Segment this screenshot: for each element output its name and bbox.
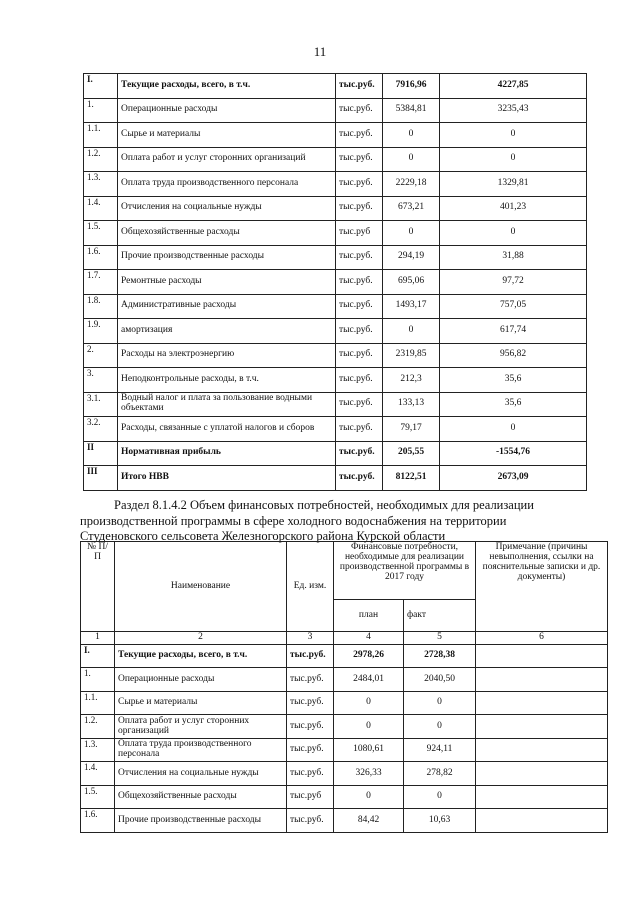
row-name: Оплата работ и услуг сторонних организаций (118, 147, 336, 172)
table-row (81, 738, 608, 762)
table-row (81, 762, 608, 786)
row-name: Отчисления на социальные нужды (115, 762, 287, 786)
row-fact: 0 (404, 785, 476, 809)
row-name: Текущие расходы, всего, в т.ч. (115, 644, 287, 668)
row-fact: 0 (440, 221, 587, 246)
row-unit: тыс.руб. (336, 245, 383, 270)
row-name: Операционные расходы (118, 98, 336, 123)
row-unit: тыс.руб. (287, 644, 334, 668)
expenses-table-2 (80, 541, 608, 833)
row-unit: тыс.руб. (336, 368, 383, 393)
table-row (84, 221, 587, 246)
table-row (84, 196, 587, 221)
row-fact: 956,82 (440, 343, 587, 368)
header-num: № П/П (81, 542, 115, 632)
row-name: Прочие производственные расходы (115, 809, 287, 833)
table-row (81, 809, 608, 833)
row-index: 1. (81, 668, 115, 692)
row-plan: 8122,51 (383, 466, 440, 491)
row-note (476, 762, 608, 786)
row-index: 1.3. (84, 172, 118, 197)
row-index: 1.4. (81, 762, 115, 786)
row-fact: 0 (440, 123, 587, 148)
section-heading-line2: производственной программы в сфере холодного водоснабжения на территории (80, 513, 507, 528)
row-index: 3.1. (84, 392, 118, 417)
row-plan: 0 (383, 221, 440, 246)
row-plan: 2484,01 (334, 668, 404, 692)
row-fact: 2040,50 (404, 668, 476, 692)
row-note (476, 644, 608, 668)
row-unit: тыс.руб. (336, 270, 383, 295)
row-fact: 0 (404, 715, 476, 739)
row-plan: 0 (383, 147, 440, 172)
table-row (84, 392, 587, 417)
table-row (84, 98, 587, 123)
row-unit: тыс.руб. (336, 294, 383, 319)
row-unit: тыс.руб. (336, 147, 383, 172)
row-note (476, 668, 608, 692)
row-fact: 10,63 (404, 809, 476, 833)
table-row (84, 74, 587, 99)
expenses-table-1 (83, 73, 587, 491)
row-unit: тыс.руб. (336, 123, 383, 148)
row-fact: 2728,38 (404, 644, 476, 668)
table-row (81, 785, 608, 809)
table-row (84, 466, 587, 491)
row-index: 1. (84, 98, 118, 123)
row-index: I. (81, 644, 115, 668)
row-fact: 1329,81 (440, 172, 587, 197)
row-unit: тыс.руб (336, 221, 383, 246)
row-plan: 0 (334, 691, 404, 715)
row-unit: тыс.руб. (336, 466, 383, 491)
row-plan: 133,13 (383, 392, 440, 417)
row-index: 1.1. (81, 691, 115, 715)
col-number: 1 (81, 632, 115, 645)
row-fact: 31,88 (440, 245, 587, 270)
row-note (476, 691, 608, 715)
row-note (476, 785, 608, 809)
row-plan: 1080,61 (334, 738, 404, 762)
row-fact: 0 (440, 147, 587, 172)
row-fact: 924,11 (404, 738, 476, 762)
table-row (84, 319, 587, 344)
row-plan: 7916,96 (383, 74, 440, 99)
row-unit: тыс.руб. (336, 392, 383, 417)
row-unit: тыс.руб. (336, 196, 383, 221)
row-name: Ремонтные расходы (118, 270, 336, 295)
table-row (84, 343, 587, 368)
header-fact: факт (404, 600, 476, 632)
row-fact: -1554,76 (440, 441, 587, 466)
row-name: Сырье и материалы (118, 123, 336, 148)
row-name: Оплата труда производственного персонала (118, 172, 336, 197)
row-plan: 326,33 (334, 762, 404, 786)
row-unit: тыс.руб. (287, 715, 334, 739)
col-number: 4 (334, 632, 404, 645)
table-row (84, 147, 587, 172)
header-financial-needs: Финансовые потребности, необходимые для реализации производственной программы в 2017 году (334, 542, 476, 600)
row-plan: 0 (383, 319, 440, 344)
row-name: амортизация (118, 319, 336, 344)
row-name: Водный налог и плата за пользование водными объектами (118, 392, 336, 417)
row-unit: тыс.руб. (336, 98, 383, 123)
row-plan: 2229,18 (383, 172, 440, 197)
row-name: Текущие расходы, всего, в т.ч. (118, 74, 336, 99)
row-plan: 1493,17 (383, 294, 440, 319)
row-name: Прочие производственные расходы (118, 245, 336, 270)
row-unit: тыс.руб. (336, 319, 383, 344)
row-name: Оплата работ и услуг сторонних организаций (115, 715, 287, 739)
row-fact: 757,05 (440, 294, 587, 319)
row-plan: 0 (334, 785, 404, 809)
col-number: 2 (115, 632, 287, 645)
row-note (476, 738, 608, 762)
row-name: Сырье и материалы (115, 691, 287, 715)
table-row (81, 691, 608, 715)
row-plan: 0 (334, 715, 404, 739)
row-note (476, 715, 608, 739)
row-name: Общехозяйственные расходы (118, 221, 336, 246)
row-name: Отчисления на социальные нужды (118, 196, 336, 221)
page-number: 11 (313, 44, 327, 59)
row-index: 1.5. (84, 221, 118, 246)
table-row (81, 644, 608, 668)
row-index: 1.3. (81, 738, 115, 762)
row-plan: 2319,85 (383, 343, 440, 368)
row-fact: 0 (404, 691, 476, 715)
header-plan: план (334, 600, 404, 632)
row-unit: тыс.руб. (336, 441, 383, 466)
row-index: 1.2. (84, 147, 118, 172)
table-row (84, 172, 587, 197)
row-index: I. (84, 74, 118, 99)
header-note: Примечание (причины невыполнения, ссылки на пояснительные записки и др. документы) (476, 542, 608, 632)
row-plan: 205,55 (383, 441, 440, 466)
row-name: Оплата труда производственного персонала (115, 738, 287, 762)
row-index: 3.2. (84, 417, 118, 442)
table-row (84, 123, 587, 148)
row-fact: 617,74 (440, 319, 587, 344)
row-unit: тыс.руб. (336, 172, 383, 197)
row-unit: тыс.руб. (287, 809, 334, 833)
row-unit: тыс.руб. (336, 417, 383, 442)
row-plan: 5384,81 (383, 98, 440, 123)
section-heading-line1: Раздел 8.1.4.2 Объем финансовых потребностей, необходимых для реализации (114, 498, 534, 512)
row-fact: 35,6 (440, 392, 587, 417)
row-index: III (84, 466, 118, 491)
table-row (84, 368, 587, 393)
row-unit: тыс.руб. (287, 738, 334, 762)
row-index: 1.2. (81, 715, 115, 739)
row-fact: 4227,85 (440, 74, 587, 99)
table-row (84, 270, 587, 295)
header-name: Наименование (115, 542, 287, 632)
row-index: 1.7. (84, 270, 118, 295)
row-fact: 0 (440, 417, 587, 442)
table-row (84, 417, 587, 442)
row-plan: 84,42 (334, 809, 404, 833)
table-row (84, 245, 587, 270)
table-row (81, 715, 608, 739)
row-index: II (84, 441, 118, 466)
row-index: 1.8. (84, 294, 118, 319)
table-row (81, 668, 608, 692)
row-index: 1.4. (84, 196, 118, 221)
row-plan: 695,06 (383, 270, 440, 295)
row-fact: 278,82 (404, 762, 476, 786)
row-index: 3. (84, 368, 118, 393)
row-unit: тыс.руб. (287, 668, 334, 692)
row-plan: 212,3 (383, 368, 440, 393)
section-heading (80, 498, 607, 545)
row-plan: 2978,26 (334, 644, 404, 668)
row-unit: тыс.руб. (336, 74, 383, 99)
row-fact: 2673,09 (440, 466, 587, 491)
row-name: Административные расходы (118, 294, 336, 319)
row-unit: тыс.руб (287, 785, 334, 809)
col-number: 6 (476, 632, 608, 645)
row-name: Неподконтрольные расходы, в т.ч. (118, 368, 336, 393)
row-index: 1.6. (81, 809, 115, 833)
row-unit: тыс.руб. (336, 343, 383, 368)
row-note (476, 809, 608, 833)
row-index: 1.1. (84, 123, 118, 148)
row-fact: 35,6 (440, 368, 587, 393)
table-row (84, 294, 587, 319)
row-plan: 79,17 (383, 417, 440, 442)
row-plan: 294,19 (383, 245, 440, 270)
row-index: 1.5. (81, 785, 115, 809)
row-fact: 401,23 (440, 196, 587, 221)
col-number: 3 (287, 632, 334, 645)
row-name: Общехозяйственные расходы (115, 785, 287, 809)
row-name: Расходы на электроэнергию (118, 343, 336, 368)
row-fact: 97,72 (440, 270, 587, 295)
row-name: Нормативная прибыль (118, 441, 336, 466)
row-unit: тыс.руб. (287, 762, 334, 786)
row-plan: 673,21 (383, 196, 440, 221)
row-index: 1.9. (84, 319, 118, 344)
row-index: 2. (84, 343, 118, 368)
row-index: 1.6. (84, 245, 118, 270)
table-row (84, 441, 587, 466)
row-unit: тыс.руб. (287, 691, 334, 715)
row-name: Итого НВВ (118, 466, 336, 491)
header-unit: Ед. изм. (287, 542, 334, 632)
row-name: Расходы, связанные с уплатой налогов и сборов (118, 417, 336, 442)
col-number: 5 (404, 632, 476, 645)
row-name: Операционные расходы (115, 668, 287, 692)
row-fact: 3235,43 (440, 98, 587, 123)
row-plan: 0 (383, 123, 440, 148)
section-heading-line3: Студеновского сельсовета Железногорского района Курской области (80, 529, 446, 543)
